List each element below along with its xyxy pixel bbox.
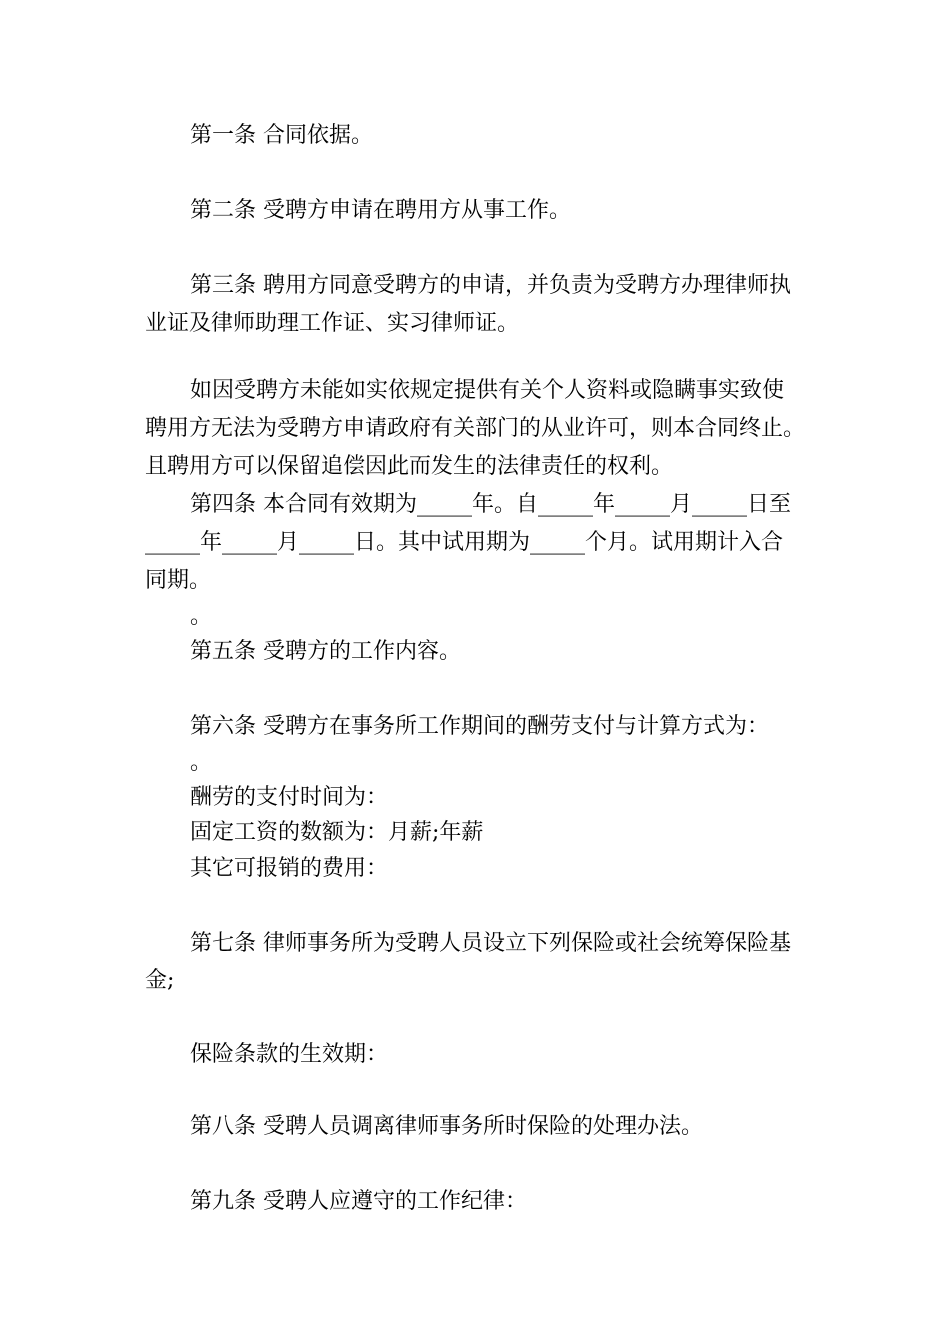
article-4-line-4: 。 <box>190 604 213 629</box>
article-1: 第一条 合同依据。 <box>190 123 373 148</box>
article-3-para-2-line-1: 如因受聘方未能如实依规定提供有关个人资料或隐瞒事实致使 <box>190 378 785 403</box>
article-4-line-3: 同期。 <box>145 568 212 593</box>
article-7-line-1: 第七条 律师事务所为受聘人员设立下列保险或社会统筹保险基 <box>190 931 791 956</box>
fixed-salary: 固定工资的数额为：月薪;年薪 <box>190 820 484 845</box>
article-3-line-2: 业证及律师助理工作证、实习律师证。 <box>145 311 520 336</box>
article-6-period: 。 <box>190 750 213 775</box>
article-4-line-1: 第四条 本合同有效期为_____年。自_____年_____月_____日至 <box>190 492 791 517</box>
article-8: 第八条 受聘人员调离律师事务所时保险的处理办法。 <box>190 1114 703 1139</box>
article-2: 第二条 受聘方申请在聘用方从事工作。 <box>190 198 571 223</box>
insurance-effective-period: 保险条款的生效期： <box>190 1042 389 1067</box>
other-expenses: 其它可报销的费用： <box>190 856 389 881</box>
article-3-para-2-line-3: 且聘用方可以保留追偿因此而发生的法律责任的权利。 <box>145 454 674 479</box>
article-7-line-2: 金; <box>145 968 175 993</box>
article-3-para-2-line-2: 聘用方无法为受聘方申请政府有关部门的从业许可，则本合同终止。 <box>145 416 806 441</box>
payment-time: 酬劳的支付时间为： <box>190 785 389 810</box>
article-5: 第五条 受聘方的工作内容。 <box>190 639 461 664</box>
article-6: 第六条 受聘方在事务所工作期间的酬劳支付与计算方式为： <box>190 714 769 739</box>
article-4-line-2: _____年_____月_____日。其中试用期为_____个月。试用期计入合 <box>145 530 784 555</box>
article-3-line-1: 第三条 聘用方同意受聘方的申请，并负责为受聘方办理律师执 <box>190 273 791 298</box>
article-9: 第九条 受聘人应遵守的工作纪律： <box>190 1189 527 1214</box>
